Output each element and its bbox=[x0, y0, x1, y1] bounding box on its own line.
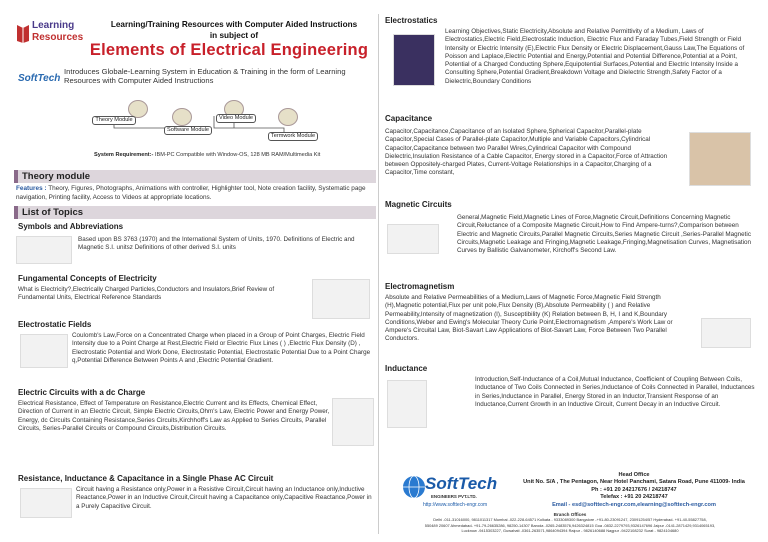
electrostatics-photo bbox=[393, 34, 435, 86]
capacitance-heading: Capacitance bbox=[385, 114, 433, 123]
head-office-email[interactable]: Email - esd@softtech-engr.com,elearning@softtech-engr.com bbox=[552, 501, 716, 508]
electromagnetism-heading: Electromagnetism bbox=[385, 282, 455, 291]
ac-circuit-heading: Resistance, Inductance & Capacitance in a Single Phase AC Circuit bbox=[18, 474, 274, 483]
right-column bbox=[378, 14, 760, 534]
intro-text: Introduces Globale-Learning System in Education & Training in the form of Learning Resources with Computer Aided Instructions bbox=[64, 67, 346, 85]
theory-module-box: Theory Module bbox=[92, 116, 136, 125]
inductance-figure bbox=[387, 380, 427, 428]
symbols-heading: Symbols and Abbreviations bbox=[18, 222, 124, 231]
softtech-logo-text: SoftTech bbox=[425, 474, 498, 493]
dc-circuit-figure bbox=[332, 398, 374, 446]
electrostatic-fields-text: Coulomb's Law,Force on a Concentrated Charge when placed in a Group of Point Charges, Electric Field Intensity due to a Point Charge at Rest,Electric Field or Electric Flux Lines ( ) ,Electric Flux Density (D) , Electrostatic Potential and Work Done, Electrostatic Potential, Electrostatic Potential Due to a Point Charge q,Potential Difference Between Points A and ,Electric Potential Gradient. bbox=[72, 332, 371, 364]
logo-text-resources: Resources bbox=[32, 32, 84, 43]
book-icon bbox=[16, 22, 30, 44]
website-link[interactable]: http://www.softtech-engr.com bbox=[423, 502, 488, 508]
video-module-box: Video Module bbox=[216, 114, 256, 123]
inductance-text: Introduction,Self-Inductance of a Coil,Mutual Inductance, Coefficient of Coupling Between Coils, Inductance of Two Coils Connected in Series,Inductance of Coils Connected in Parallel, Inductances in Series,Inductance in Parallel, Energy Stored in an Inductor,Transient Response of an Inductance,Current Growth in an Inductive Circuit, Current Decay in an Inductive Circuit. bbox=[475, 376, 755, 408]
softtech-globe-icon bbox=[401, 474, 427, 500]
features-body: Theory, Figures, Photographs, Animations with controller, Highlighter tool, Note creation facility, Systematic page navigation, Printing facility, Access to Videos at appropriate locations. bbox=[16, 185, 366, 201]
header-line-2: in subject of bbox=[209, 31, 259, 40]
head-office bbox=[509, 472, 759, 509]
magnetic-figure bbox=[387, 224, 439, 254]
softtech-text-small: SoftTech bbox=[18, 73, 61, 84]
branch-offices-line-2: 550489 20607 Ahmedabad- +91-79-26635286, 98250-14307 Baroda -0265-2483576,9426324815 Goa -0832-2279793,9326147696 Jaipur -0141-2871429,9314065193, bbox=[424, 522, 716, 528]
footer bbox=[379, 468, 761, 534]
softtech-logo bbox=[401, 474, 498, 514]
symbols-figure bbox=[16, 236, 72, 264]
electromagnetism-figure bbox=[701, 318, 751, 348]
system-requirement-text: IBM-PC Compatible with Window-OS, 128 MB RAM/Multimedia Kit bbox=[153, 152, 321, 158]
head-office-title: Head Office bbox=[618, 472, 650, 478]
electromagnetism-text: Absolute and Relative Permeabilities of a Medium,Laws of Magnetic Force,Magnetic Field Strength (H),Magnetic potential,Flux per unit pole,Flux Density (B),Absolute Permeability ( ) and Relative Permeability,Intensity of magnetization (I), Susceptibility (K) Relation between B, H, I and K,Boundary Conditions,Weber and Ewing's Molecular Theory Curie Point,Electromagnetism ,Ampere's Work Law or Ampere's Circuital Law, Biot-Savart Law Applications of Biot-Savart Law, Force Between Two Parallel Conductors. bbox=[385, 294, 673, 343]
features-text bbox=[16, 185, 374, 202]
magnetic-circuits-heading: Magnetic Circuits bbox=[385, 200, 452, 209]
head-office-phone: Ph : +91 20 24217676 / 24218747 bbox=[591, 486, 677, 493]
software-module-icon bbox=[172, 108, 192, 126]
inductance-heading: Inductance bbox=[385, 364, 428, 373]
ac-circuit-figure bbox=[20, 488, 72, 518]
magnetic-circuits-text: General,Magnetic Field,Magnetic Lines of Force,Magnetic Circuit,Definitions Concerning Magnetic Circuit,Reluctance of a Composite Magnetic Circuit,How to Find Ampere-turns?,Comparison between Electric and Magnetic Circuits,Parallel Magnetic Circuits,Series Magnetic Circuit ,Series-Parallel Magnetic Circuits,Magnetic Leakage and Fringing,Magnetic Leakage,Fringing,Magnetisation Curves, Magnetisation Curves by Ballistic Galvanometer, Kirchoff's Second Law. bbox=[457, 214, 752, 255]
softtech-logo-small bbox=[18, 68, 60, 94]
electrostatic-figure bbox=[20, 334, 68, 368]
ac-circuit-text: Circuit having a Resistance only,Power in a Resistive Circuit,Circuit having an Inductance only,Inductive Reactance,Power in an Inductive Circuit,Circuit having a Capacitance only,Capacitive Reactance,Power in a Purely Capacitive Circuit. bbox=[76, 486, 372, 510]
softtech-logo-subtitle: ENGINEERS PVT.LTD. bbox=[431, 494, 477, 499]
electrostatics-heading: Electrostatics bbox=[385, 16, 438, 25]
features-label: Features : bbox=[16, 185, 47, 192]
termwork-module-icon bbox=[278, 108, 298, 126]
learning-resources-logo bbox=[14, 18, 88, 54]
symbols-text: Based upon BS 3763 (1970) and the International System of Units, 1970. Definitions of Electric and Magnetic S.I. unitsz Definitions of other derived S.I. units bbox=[78, 236, 355, 252]
list-of-topics-bar bbox=[14, 206, 376, 219]
branch-offices-line-3: Lucknow -9415303227, Guwahati -0361-263571,9864094394 Raipur - 9826140688 Nagpur -9422108232 Surat - 9824104680 bbox=[461, 528, 679, 534]
capacitance-text: Capacitor,Capacitance,Capacitance of an Isolated Sphere,Spherical Capacitor,Parallel-plate Capacitor,Special Cases of Parallel-plate Capacitor,Multiple and Variable Capacitors,Cylindrical Capacitor,Capacitance between two Parallel Wires,Cylindrical Capacitor with Compound Dielectric,Insulation Resistance of a Cable Capacitor, Energy stored in a Capacitor,Force of Attraction between Oppositely-charged Plates, Current-Voltage Relationships in a Capacitor,Charging of a Capacitor,Time constant, bbox=[385, 128, 668, 177]
head-office-address: Unit No. S/A , The Pentagon, Near Hotel Panchami, Satara Road, Pune 411009- India bbox=[523, 479, 745, 486]
dc-circuits-heading: Electric Circuits with a dc Charge bbox=[18, 388, 146, 397]
module-diagram bbox=[84, 98, 344, 148]
electrostatic-fields-heading: Electrostatic Fields bbox=[18, 320, 92, 329]
branch-offices bbox=[379, 512, 761, 534]
electrostatics-text: Learning Objectives,Static Electricity,Absolute and Relative Permittivity of a Medium, Laws of Electrostatics,Electric Field,Electrostatic Induction, Electric Flux and Faraday Tubes,Field Strength or Field Intensity or Electric Intensity (E),Electric Flux Density or Electric Displacement,Gauss Law,The Equations of Poisson and Laplace,Electric Potential and Energy,Potential and Potential Difference,Potential at a Point, Potential of a Charged Conducting Sphere,Equipotential Surfaces,Potential and Electric Intensity Inside a Consulting Sphere,Potential Gradient,Breakdown Voltage and Dielectric Strength,Safety Factor of a Dielectric,Boundary Conditions bbox=[445, 28, 745, 85]
page-title: Elements of Electrical Engineering bbox=[89, 41, 369, 59]
logo-text-learning: Learning bbox=[32, 20, 75, 31]
software-module-box: Software Module bbox=[164, 126, 212, 135]
left-column bbox=[14, 14, 376, 534]
theory-module-bar bbox=[14, 170, 376, 183]
system-requirement-label: System Requirement:- bbox=[94, 152, 154, 158]
capacitance-figure bbox=[689, 132, 751, 186]
system-requirement bbox=[94, 152, 364, 158]
termwork-module-box: Termwork Module bbox=[268, 132, 318, 141]
branch-offices-title: Branch Offices bbox=[553, 512, 587, 517]
dc-circuits-text: Electrical Resistance, Effect of Temperature on Resistance,Electric Current and its Effects, Chemical Effect, Direction of Current in an Electric Circuit, Simple Electric Circuits,Ohm's Law, Electric Power and Energy Power, Energy, dc Circuits Containing Resistance,Series Circuits,Kirchhoff's Law as Applied to Series Circuits, Parallel Circuits, Series-Parallel Circuits or Compound Circuits,Distribution Circuits. bbox=[18, 400, 330, 432]
fundamental-heading: Fungamental Concepts of Electricity bbox=[18, 274, 157, 283]
fundamental-text: What is Electricity?,Electrically Charged Particles,Conductors and Insulators,Brief Review of Fundamental Units, Electrical Reference Standards bbox=[18, 286, 275, 302]
head-office-fax: Telefax : +91 20 24218747 bbox=[600, 494, 668, 501]
list-of-topics-heading: List of Topics bbox=[22, 207, 84, 218]
header-line-1: Learning/Training Resources with Computer Aided Instructions bbox=[110, 20, 358, 29]
branch-offices-line-1: Delhi -011-31016000, 9811011317 Mumbai -022-228-64571 Kolkata - 9333089300 Bangalore -+91-80-23091247, 23091254/57 Hyderabad- +91-40-55827758, bbox=[433, 517, 707, 523]
fundamental-figure bbox=[312, 279, 370, 319]
theory-module-heading: Theory module bbox=[22, 171, 91, 182]
